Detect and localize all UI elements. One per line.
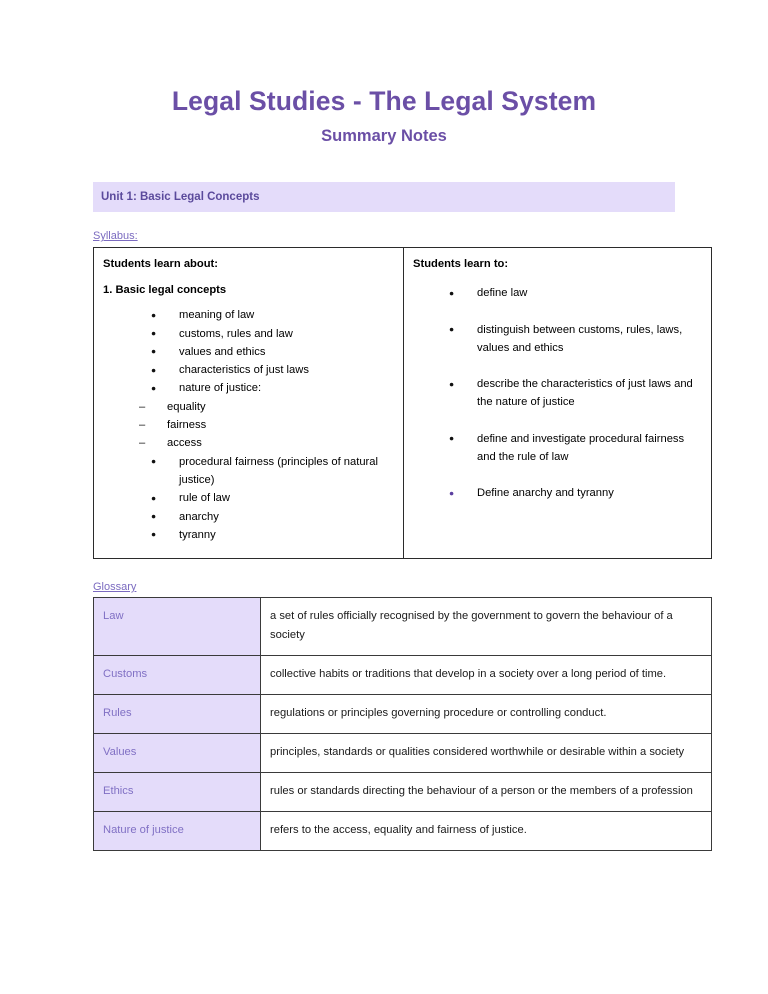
glossary-term: Values xyxy=(94,734,261,773)
syllabus-right-item: ● describe the characteristics of just laws and the nature of justice xyxy=(449,375,702,412)
syllabus-left-item: ● anarchy xyxy=(151,508,394,526)
syllabus-left-item: ● customs, rules and law xyxy=(151,325,394,343)
syllabus-left-item: – fairness xyxy=(139,416,394,434)
syllabus-right-item: ● define law xyxy=(449,284,702,302)
glossary-definition: refers to the access, equality and fairness of justice. xyxy=(261,812,712,851)
syllabus-left-item: ● tyranny xyxy=(151,526,394,544)
glossary-section-link[interactable]: Glossary xyxy=(93,581,137,594)
unit-banner-label: Unit 1: Basic Legal Concepts xyxy=(101,191,260,204)
glossary-definition: regulations or principles governing procedure or controlling conduct. xyxy=(261,695,712,734)
glossary-term: Law xyxy=(94,598,261,656)
syllabus-right-cell xyxy=(404,248,712,559)
glossary-definition: rules or standards directing the behaviour of a person or the members of a profession xyxy=(261,773,712,812)
students-learn-about-heading: Students learn about: xyxy=(103,258,218,271)
syllabus-left-item: ● meaning of law xyxy=(151,306,394,324)
glossary-table xyxy=(93,597,712,851)
syllabus-left-item: – access xyxy=(139,434,394,452)
syllabus-left-item: ● nature of justice: xyxy=(151,379,394,397)
page-title: Legal Studies - The Legal System xyxy=(171,86,597,116)
topic-sub-heading: 1. Basic legal concepts xyxy=(103,284,227,297)
glossary-term: Customs xyxy=(94,656,261,695)
page-subtitle: Summary Notes xyxy=(321,127,447,146)
glossary-term: Rules xyxy=(94,695,261,734)
table-row xyxy=(94,656,712,695)
glossary-definition: principles, standards or qualities considered worthwhile or desirable within a society xyxy=(261,734,712,773)
syllabus-right-item: ● distinguish between customs, rules, laws, values and ethics xyxy=(449,321,702,358)
table-row xyxy=(94,773,712,812)
students-learn-to-heading: Students learn to: xyxy=(413,258,509,271)
syllabus-section-link[interactable]: Syllabus: xyxy=(93,230,138,243)
students-learn-about-list xyxy=(103,306,394,544)
syllabus-left-item: ● values and ethics xyxy=(151,343,394,361)
syllabus-left-item: ● procedural fairness (principles of natural justice) xyxy=(151,453,394,490)
table-row xyxy=(94,598,712,656)
glossary-definition: collective habits or traditions that develop in a society over a long period of time. xyxy=(261,656,712,695)
glossary-definition: a set of rules officially recognised by the government to govern the behaviour of a society xyxy=(261,598,712,656)
students-learn-to-list xyxy=(413,284,702,502)
syllabus-left-item: ● characteristics of just laws xyxy=(151,361,394,379)
table-row xyxy=(94,812,712,851)
table-row xyxy=(94,695,712,734)
table-row xyxy=(94,248,712,559)
glossary-term: Ethics xyxy=(94,773,261,812)
syllabus-table xyxy=(93,247,712,559)
syllabus-right-item: ● Define anarchy and tyranny xyxy=(449,484,702,502)
syllabus-right-item: ● define and investigate procedural fairness and the rule of law xyxy=(449,430,702,467)
table-row xyxy=(94,734,712,773)
syllabus-left-cell xyxy=(94,248,404,559)
glossary-term: Nature of justice xyxy=(94,812,261,851)
syllabus-left-item: – equality xyxy=(139,398,394,416)
unit-banner xyxy=(93,182,675,212)
syllabus-left-item: ● rule of law xyxy=(151,489,394,507)
